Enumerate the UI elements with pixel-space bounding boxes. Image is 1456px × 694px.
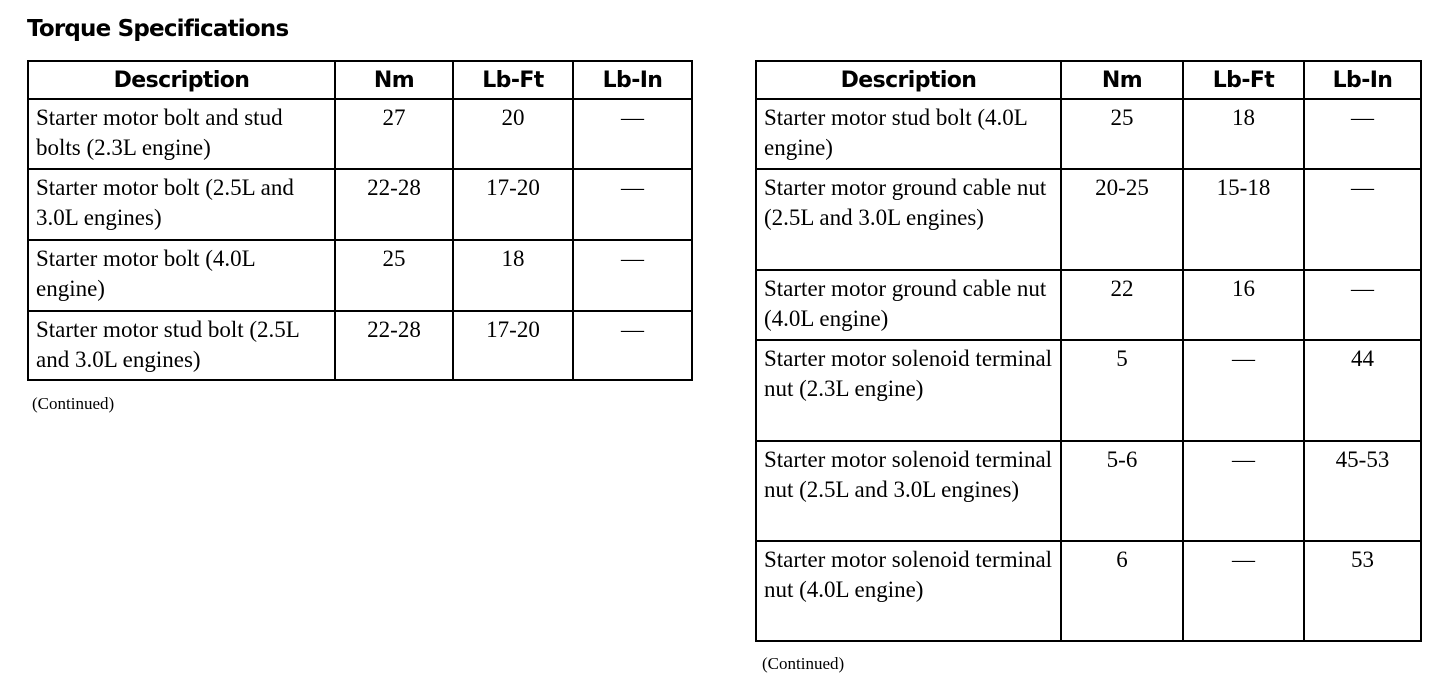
lbin-cell: 53 [1304,541,1421,641]
lbft-cell: 18 [1183,99,1304,169]
table-row [28,311,692,380]
table-row [756,340,1421,441]
table-row [756,169,1421,270]
column-header-nm: Nm [1061,61,1183,99]
column-header-lbin: Lb-In [573,61,692,99]
nm-cell: 20-25 [1061,169,1183,270]
column-header-description: Description [28,61,335,99]
lbin-cell: — [573,99,692,169]
column-header-lbft: Lb-Ft [1183,61,1304,99]
description-cell: Starter motor solenoid terminal nut (2.5L and 3.0L engines) [756,441,1061,541]
nm-cell: 22 [1061,270,1183,340]
column-header-lbin: Lb-In [1304,61,1421,99]
continued-note-right: (Continued) [762,654,845,673]
nm-cell: 5 [1061,340,1183,441]
description-cell: Starter motor bolt (4.0L engine) [28,240,335,311]
table-row [28,99,692,169]
table-row [756,541,1421,641]
nm-cell: 25 [1061,99,1183,169]
column-header-description: Description [756,61,1061,99]
nm-cell: 22-28 [335,169,453,240]
nm-cell: 27 [335,99,453,169]
lbft-cell: 16 [1183,270,1304,340]
torque-table-right [755,60,1422,642]
description-cell: Starter motor stud bolt (2.5L and 3.0L engines) [28,311,335,380]
table-header-row [756,61,1421,99]
lbft-cell: 17-20 [453,169,573,240]
lbft-cell: — [1183,541,1304,641]
lbin-cell: — [1304,99,1421,169]
lbft-cell: 17-20 [453,311,573,380]
description-cell: Starter motor solenoid terminal nut (2.3L engine) [756,340,1061,441]
description-cell: Starter motor stud bolt (4.0L engine) [756,99,1061,169]
table-header-row [28,61,692,99]
nm-cell: 22-28 [335,311,453,380]
lbft-cell: 15-18 [1183,169,1304,270]
table-row [28,240,692,311]
column-header-nm: Nm [335,61,453,99]
table-row [28,169,692,240]
continued-note-left: (Continued) [32,394,115,413]
description-cell: Starter motor ground cable nut (2.5L and 3.0L engines) [756,169,1061,270]
description-cell: Starter motor solenoid terminal nut (4.0L engine) [756,541,1061,641]
lbin-cell: — [573,240,692,311]
lbin-cell: 44 [1304,340,1421,441]
page-title: Torque Specifications [27,16,289,42]
lbft-cell: — [1183,441,1304,541]
lbin-cell: 45-53 [1304,441,1421,541]
nm-cell: 5-6 [1061,441,1183,541]
description-cell: Starter motor bolt (2.5L and 3.0L engines) [28,169,335,240]
lbft-cell: 18 [453,240,573,311]
lbin-cell: — [573,169,692,240]
lbft-cell: — [1183,340,1304,441]
lbin-cell: — [1304,169,1421,270]
column-header-lbft: Lb-Ft [453,61,573,99]
description-cell: Starter motor bolt and stud bolts (2.3L engine) [28,99,335,169]
table-row [756,99,1421,169]
nm-cell: 25 [335,240,453,311]
lbin-cell: — [573,311,692,380]
table-row [756,441,1421,541]
table-row [756,270,1421,340]
nm-cell: 6 [1061,541,1183,641]
lbin-cell: — [1304,270,1421,340]
lbft-cell: 20 [453,99,573,169]
description-cell: Starter motor ground cable nut (4.0L engine) [756,270,1061,340]
torque-table-left [27,60,693,381]
